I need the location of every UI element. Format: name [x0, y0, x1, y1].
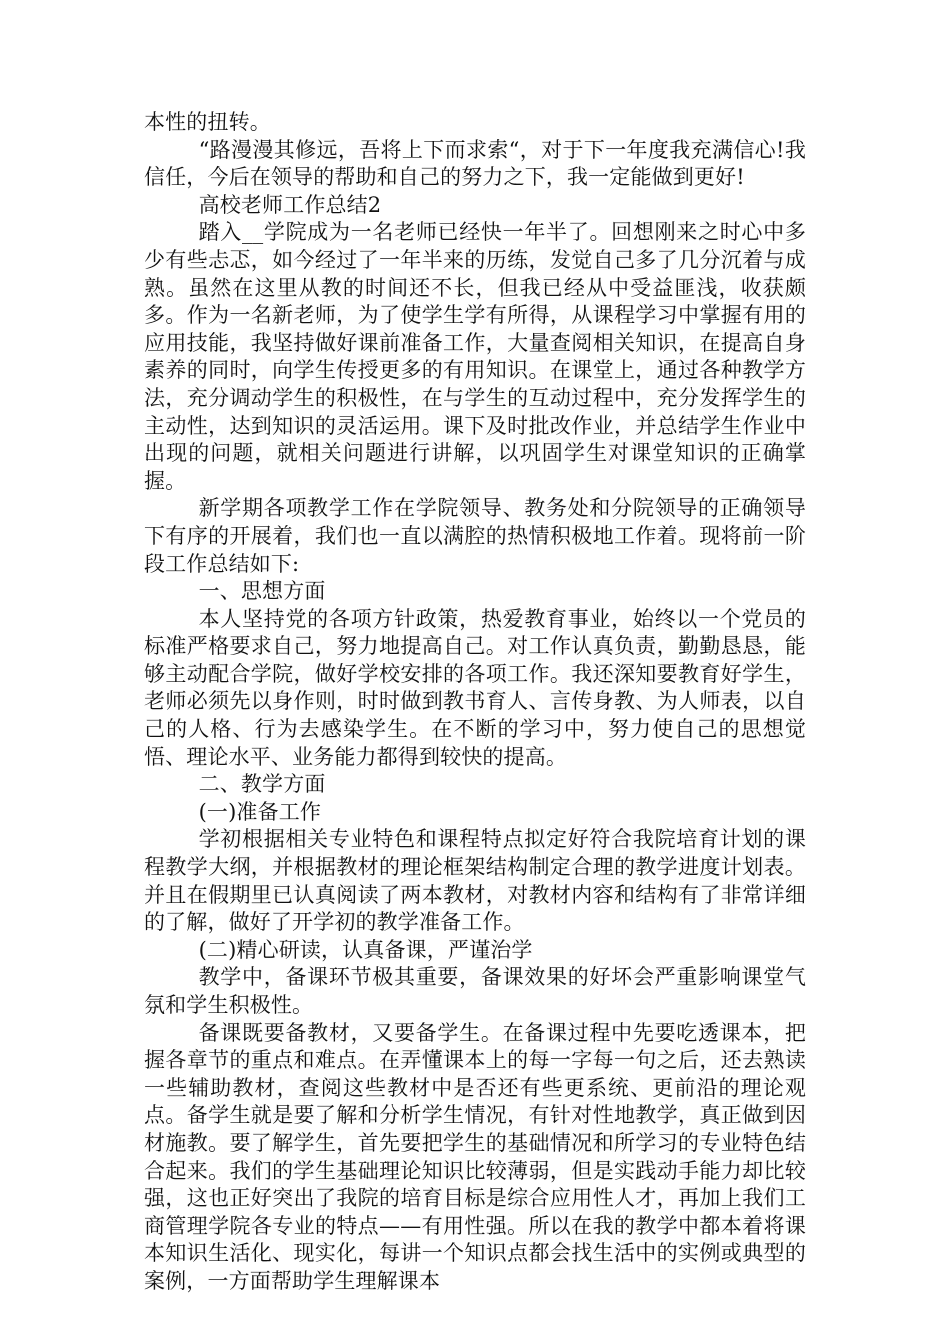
heading-teaching: 二、教学方面	[198, 772, 326, 797]
paragraph-preparation: 学初根据相关专业特色和课程特点拟定好符合我院培育计划的课程教学大纲，并根据教材的理论框架结构制定合理的教学进度计划表。并且在假期里已认真阅读了两本教材，对教材内容和结构有了非常详细的了解，做好了开学初的教学准备工作。	[144, 827, 806, 935]
subheading-lesson-planning: (二)精心研读，认真备课，严谨治学	[198, 937, 533, 962]
paragraph-intro: 踏入__学院成为一名老师已经快一年半了。回想刚来之时心中多少有些忐忑，如今经过了一年半来的历练，发觉自己多了几分沉着与成熟。虽然在这里从教的时间还不长，但我已经从中受益匪浅，收获颇多。作为一名新老师，为了使学生学有所得，从课程学习中掌握有用的应用技能，我坚持做好课前准备工作，大量查阅相关知识，在提高自身素养的同时，向学生传授更多的有用知识。在课堂上，通过各种教学方法，充分调动学生的积极性，在与学生的互动过程中，充分发挥学生的主动性，达到知识的灵活运用。课下及时批改作业，并总结学生作业中出现的问题，就相关问题进行讲解，以巩固学生对课堂知识的正确掌握。	[144, 220, 806, 493]
subheading-preparation: (一)准备工作	[198, 799, 322, 824]
paragraph-continuation: 本性的扭转。	[144, 110, 271, 134]
paragraph-lesson-importance: 教学中，备课环节极其重要，备课效果的好坏会严重影响课堂气氛和学生积极性。	[144, 965, 806, 1017]
paragraph-quote-resolution: “路漫漫其修远，吾将上下而求索“，对于下一年度我充满信心!我信任，今后在领导的帮助和自己的努力之下，我一定能做到更好!	[144, 137, 806, 190]
paragraph-lesson-details: 备课既要备教材，又要备学生。在备课过程中先要吃透课本，把握各章节的重点和难点。在弄懂课本上的每一字每一句之后，还去熟读一些辅助教材，查阅这些教材中是否还有些更系统、更前沿的理论观点。备学生就是要了解和分析学生情况，有针对性地教学，真正做到因材施教。要了解学生，首先要把学生的基础情况和所学习的专业特色结合起来。我们的学生基础理论知识比较薄弱，但是实践动手能力却比较强，这也正好突出了我院的培育目标是综合应用性人才，再加上我们工商管理学院各专业的特点——有用性强。所以在我的教学中都本着将课本知识生活化、现实化，每讲一个知识点都会找生活中的实例或典型的案例，一方面帮助学生理解课本	[144, 1020, 806, 1293]
paragraph-ideology: 本人坚持党的各项方针政策，热爱教育事业，始终以一个党员的标准严格要求自己，努力地提高自己。对工作认真负责，勤勤恳恳，能够主动配合学院，做好学校安排的各项工作。我还深知要教育好学生，老师必须先以身作则，时时做到教书育人、言传身教、为人师表，以自己的人格、行为去感染学生。在不断的学习中，努力使自己的思想觉悟、理论水平、业务能力都得到较快的提高。	[144, 606, 806, 769]
heading-ideology: 一、思想方面	[198, 579, 326, 604]
document-body	[144, 109, 806, 1296]
section-title: 高校老师工作总结2	[198, 192, 382, 217]
paragraph-new-term: 新学期各项教学工作在学院领导、教务处和分院领导的正确领导下有序的开展着，我们也一直以满腔的热情积极地工作着。现将前一阶段工作总结如下:	[144, 496, 806, 576]
